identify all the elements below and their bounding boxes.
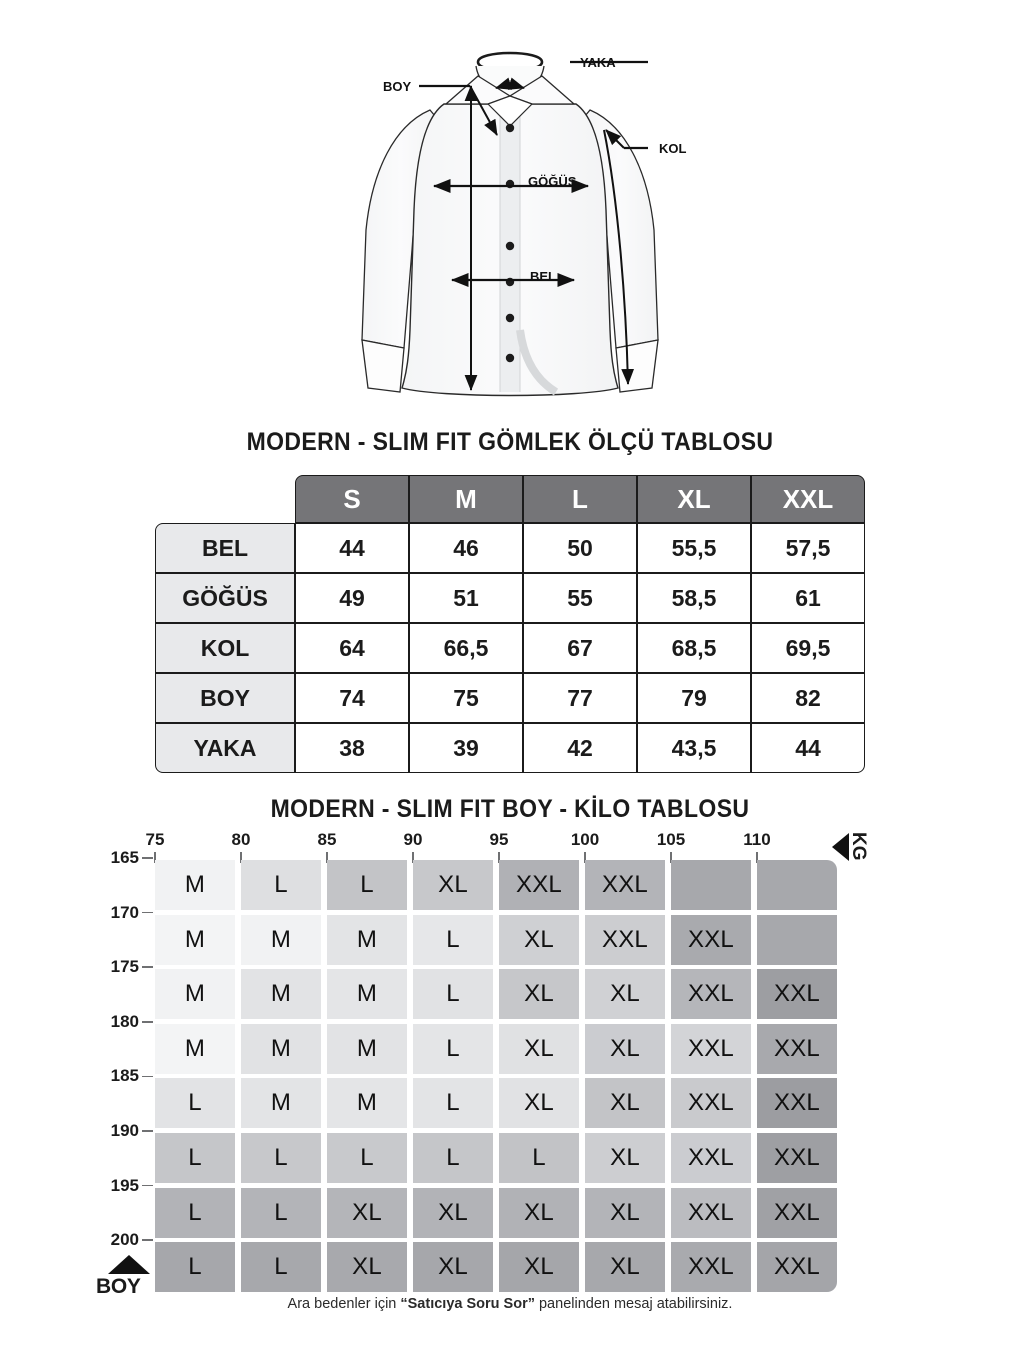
diagram-label-kol: KOL [659, 141, 687, 156]
measurement-cell: 61 [751, 573, 865, 623]
measurement-cell: 75 [409, 673, 523, 723]
boy-tick-label: 180 [110, 1011, 139, 1031]
measurement-cell: 38 [295, 723, 409, 773]
size-grid-cell: XL [327, 1242, 407, 1292]
size-grid-cell: XXL [671, 915, 751, 965]
size-grid-cell: XXL [671, 1188, 751, 1238]
size-grid-cell: L [413, 1133, 493, 1183]
size-grid-cell: XL [585, 969, 665, 1019]
size-grid-cell: XXL [757, 1133, 837, 1183]
kg-tick-label: 90 [403, 830, 423, 849]
size-grid-cell: XL [327, 1188, 407, 1238]
size-grid-cell: L [413, 1078, 493, 1128]
table-corner-blank [155, 475, 295, 523]
kg-tick-label: 80 [231, 830, 251, 849]
boy-tick-label: 195 [110, 1175, 139, 1195]
size-grid-cell: XL [585, 1188, 665, 1238]
table-row [155, 623, 865, 673]
measurement-cell: 55,5 [637, 523, 751, 573]
measurement-table-body [155, 523, 865, 773]
footer-note-prefix: Ara bedenler için [287, 1296, 401, 1312]
weight-height-grid-section [0, 830, 1020, 1310]
boy-tick-mark [142, 1239, 153, 1241]
boy-tick-label: 170 [110, 902, 139, 922]
size-grid-cell: M [155, 915, 235, 965]
measurement-cell: 74 [295, 673, 409, 723]
measurement-cell: 46 [409, 523, 523, 573]
size-grid-cell: L [155, 1133, 235, 1183]
measurement-cell: 67 [523, 623, 637, 673]
measurement-cell: 55 [523, 573, 637, 623]
size-grid-cell: L [413, 915, 493, 965]
measurement-row-label: BOY [155, 673, 295, 723]
kg-tick-label: 100 [570, 830, 600, 849]
size-column-header-s: S [295, 475, 409, 523]
size-column-header-xl: XL [637, 475, 751, 523]
size-grid-cell: XL [413, 1188, 493, 1238]
measurement-cell: 58,5 [637, 573, 751, 623]
size-grid-cell: L [327, 860, 407, 910]
boy-axis-label: BOY [96, 1275, 141, 1298]
size-grid-cell: L [155, 1242, 235, 1292]
boy-tick-mark [142, 857, 153, 859]
measurement-row-label: YAKA [155, 723, 295, 773]
size-grid-cell: M [327, 969, 407, 1019]
size-grid-cell: M [241, 969, 321, 1019]
size-grid-cell: L [155, 1188, 235, 1238]
measurement-cell: 64 [295, 623, 409, 673]
kg-axis-label: KG [848, 832, 869, 861]
measurement-cell: 39 [409, 723, 523, 773]
measurement-cell: 44 [751, 723, 865, 773]
kg-axis-badge [832, 830, 888, 864]
size-grid-cell: L [241, 1133, 321, 1183]
left-cuff-shape [362, 340, 404, 392]
boy-tick-mark [142, 1021, 153, 1023]
kg-tick-label: 85 [317, 830, 337, 849]
footer-note-bold: “Satıcıya Soru Sor” [400, 1296, 535, 1312]
size-grid-cell: XL [413, 1242, 493, 1292]
button-icon [506, 354, 514, 362]
boy-tick-mark [142, 1185, 153, 1187]
shirt-diagram [0, 0, 1020, 420]
size-column-header-m: M [409, 475, 523, 523]
measurement-cell: 82 [751, 673, 865, 723]
size-grid-cell-empty [757, 915, 837, 965]
measurement-table-wrapper [155, 475, 865, 773]
size-grid-cell: M [327, 915, 407, 965]
boy-tick-mark [142, 1076, 153, 1078]
size-grid-cell: XXL [757, 1024, 837, 1074]
boy-tick-label: 200 [110, 1230, 139, 1250]
boy-tick-label: 165 [110, 848, 139, 867]
size-grid-cell: M [327, 1024, 407, 1074]
size-column-header-xxl: XXL [751, 475, 865, 523]
size-grid-cell: L [155, 1078, 235, 1128]
measurement-cell: 66,5 [409, 623, 523, 673]
size-grid-cell: L [241, 1242, 321, 1292]
size-grid-cell: XXL [671, 1078, 751, 1128]
measurement-cell: 57,5 [751, 523, 865, 573]
kg-tick-label: 105 [656, 830, 686, 849]
size-grid-cell: XL [499, 1188, 579, 1238]
table-row [155, 673, 865, 723]
size-grid-cell: XL [413, 860, 493, 910]
boy-tick-mark [142, 912, 153, 914]
size-grid-cell-empty [671, 860, 751, 910]
boy-tick-mark [142, 966, 153, 968]
boy-tick-label: 175 [110, 957, 139, 977]
measurement-table [155, 475, 865, 773]
size-grid-cell: XL [499, 1078, 579, 1128]
measurement-cell: 42 [523, 723, 637, 773]
measurement-cell: 69,5 [751, 623, 865, 673]
measurement-cell: 44 [295, 523, 409, 573]
boy-tick-mark [142, 1130, 153, 1132]
right-cuff-shape [616, 340, 658, 392]
kg-arrow-icon [832, 833, 849, 861]
size-grid-cell: L [413, 1024, 493, 1074]
diagram-label-yaka: YAKA [580, 55, 616, 70]
size-grid-cell: M [241, 1078, 321, 1128]
measurement-cell: 79 [637, 673, 751, 723]
size-grid-cell: XXL [757, 969, 837, 1019]
size-grid-cell: L [413, 969, 493, 1019]
measurement-table-header-row [155, 475, 865, 523]
measurement-cell: 77 [523, 673, 637, 723]
size-grid-cell: XXL [499, 860, 579, 910]
size-grid-cell: XXL [671, 969, 751, 1019]
boy-arrow-icon [108, 1255, 150, 1274]
table-row [155, 523, 865, 573]
size-grid-cell: XL [585, 1078, 665, 1128]
size-grid-cell: XL [499, 969, 579, 1019]
size-grid-cell: XL [499, 1242, 579, 1292]
measurement-cell: 51 [409, 573, 523, 623]
size-grid-cell-empty [757, 860, 837, 910]
measurement-cell: 68,5 [637, 623, 751, 673]
size-grid-cell: M [241, 1024, 321, 1074]
kg-tick-label: 110 [743, 830, 771, 849]
shirt-illustration [0, 0, 1020, 420]
size-grid-cell: L [327, 1133, 407, 1183]
size-grid-cell: M [327, 1078, 407, 1128]
size-grid-cell: XXL [757, 1188, 837, 1238]
size-grid-cell: XXL [671, 1024, 751, 1074]
size-grid-cell: L [241, 1188, 321, 1238]
table-row [155, 573, 865, 623]
measurement-cell: 50 [523, 523, 637, 573]
measurement-cell: 43,5 [637, 723, 751, 773]
size-grid-cell: XXL [671, 1242, 751, 1292]
boy-tick-label: 185 [110, 1066, 139, 1086]
diagram-label-gogus: GÖĞÜS [528, 174, 577, 189]
size-grid-cell: M [155, 969, 235, 1019]
kg-tick-label: 95 [489, 830, 509, 849]
size-grid-cell: XXL [757, 1078, 837, 1128]
size-grid-cell: L [241, 860, 321, 910]
size-grid-cell: XL [499, 915, 579, 965]
size-grid-cell: XXL [585, 860, 665, 910]
kg-tick-label: 75 [145, 830, 165, 849]
size-grid-cell: M [155, 1024, 235, 1074]
size-grid-cell: M [155, 860, 235, 910]
diagram-label-boy: BOY [383, 79, 412, 94]
boy-tick-label: 190 [110, 1121, 139, 1140]
table-row [155, 723, 865, 773]
measurement-row-label: KOL [155, 623, 295, 673]
size-grid-cell: XXL [585, 915, 665, 965]
size-grid-cell: L [499, 1133, 579, 1183]
button-icon [506, 314, 514, 322]
size-grid-cell: M [241, 915, 321, 965]
size-grid-cell: XL [585, 1133, 665, 1183]
size-grid-cell: XXL [671, 1133, 751, 1183]
diagram-label-bel: BEL [530, 269, 556, 284]
measurement-row-label: GÖĞÜS [155, 573, 295, 623]
size-grid-cell: XXL [757, 1242, 837, 1292]
button-icon [506, 242, 514, 250]
size-grid-cell: XL [585, 1242, 665, 1292]
size-column-header-l: L [523, 475, 637, 523]
size-grid-cell: XL [585, 1024, 665, 1074]
button-icon [506, 124, 514, 132]
measurement-row-label: BEL [155, 523, 295, 573]
weight-height-table-title: MODERN - SLIM FIT BOY - KİLO TABLOSU [270, 795, 750, 823]
footer-note [0, 1296, 1020, 1312]
measurement-table-title: MODERN - SLIM FIT GÖMLEK ÖLÇÜ TABLOSU [246, 428, 774, 456]
measurement-cell: 49 [295, 573, 409, 623]
footer-note-suffix: panelinden mesaj atabilirsiniz. [534, 1296, 733, 1312]
size-grid-cell: XL [499, 1024, 579, 1074]
